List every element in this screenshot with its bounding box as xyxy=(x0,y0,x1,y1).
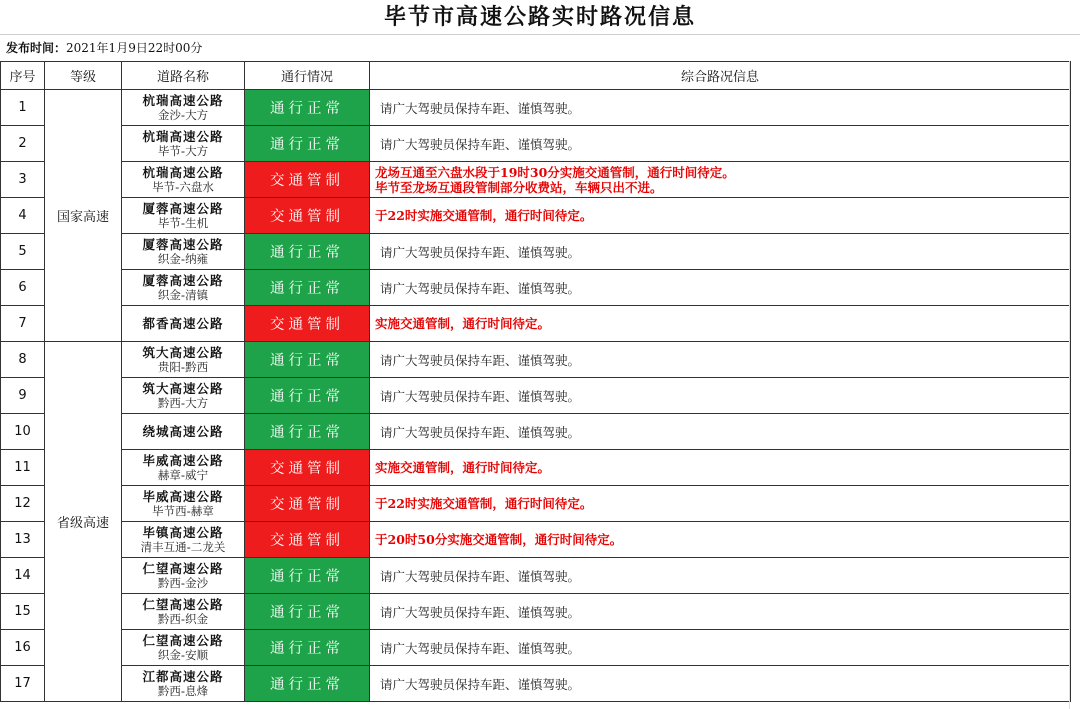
status-badge: 通行正常 xyxy=(245,90,370,126)
road-section: 清丰互通-二龙关 xyxy=(140,539,226,554)
road-cell xyxy=(122,342,245,378)
road-section: 毕节西-赫章 xyxy=(152,503,214,518)
table-row xyxy=(1,666,1071,702)
info-text: 请广大驾驶员保持车距、谨慎驾驶。 xyxy=(380,424,581,440)
road-cell xyxy=(122,486,245,522)
road-cell xyxy=(122,198,245,234)
road-cell xyxy=(122,234,245,270)
road-name: 杭瑞高速公路 xyxy=(142,164,224,180)
road-name: 绕城高速公路 xyxy=(142,424,224,439)
info-text: 请广大驾驶员保持车距、谨慎驾驶。 xyxy=(380,280,581,296)
road-section: 毕节-六盘水 xyxy=(152,179,214,194)
info-cell xyxy=(370,558,1071,594)
road-name: 毕威高速公路 xyxy=(142,452,224,468)
road-cell xyxy=(122,378,245,414)
table-body xyxy=(1,90,1071,702)
status-badge: 交通管制 xyxy=(245,450,370,486)
info-cell xyxy=(370,126,1071,162)
row-seq: 6 xyxy=(1,270,45,306)
info-text: 于20时50分实施交通管制，通行时间待定。 xyxy=(375,532,623,547)
info-text: 请广大驾驶员保持车距、谨慎驾驶。 xyxy=(380,676,581,692)
road-cell xyxy=(122,450,245,486)
road-section: 毕节-大方 xyxy=(157,143,209,158)
row-seq: 15 xyxy=(1,594,45,630)
info-cell xyxy=(370,666,1071,702)
status-badge: 通行正常 xyxy=(245,270,370,306)
row-seq: 4 xyxy=(1,198,45,234)
status-badge: 通行正常 xyxy=(245,558,370,594)
row-seq: 11 xyxy=(1,450,45,486)
table-row xyxy=(1,522,1071,558)
info-cell xyxy=(370,486,1071,522)
road-name: 杭瑞高速公路 xyxy=(142,128,224,144)
info-cell xyxy=(370,630,1071,666)
row-seq: 7 xyxy=(1,306,45,342)
table-row xyxy=(1,342,1071,378)
road-section: 赫章-威宁 xyxy=(157,467,209,482)
row-seq: 16 xyxy=(1,630,45,666)
road-name: 杭瑞高速公路 xyxy=(142,92,224,108)
info-text: 请广大驾驶员保持车距、谨慎驾驶。 xyxy=(380,136,581,152)
row-seq: 8 xyxy=(1,342,45,378)
status-badge: 交通管制 xyxy=(245,306,370,342)
road-name: 江都高速公路 xyxy=(142,668,224,684)
info-text: 请广大驾驶员保持车距、谨慎驾驶。 xyxy=(380,388,581,404)
table-row xyxy=(1,414,1071,450)
road-section: 织金-清镇 xyxy=(157,287,209,302)
level-cell: 省级高速 xyxy=(45,342,122,702)
road-cell xyxy=(122,306,245,342)
info-text: 请广大驾驶员保持车距、谨慎驾驶。 xyxy=(380,244,581,260)
row-seq: 17 xyxy=(1,666,45,702)
info-cell xyxy=(370,198,1071,234)
table-row xyxy=(1,306,1071,342)
road-cell xyxy=(122,522,245,558)
road-name: 毕威高速公路 xyxy=(142,488,224,504)
table-row xyxy=(1,126,1071,162)
info-cell xyxy=(370,234,1071,270)
info-text: 请广大驾驶员保持车距、谨慎驾驶。 xyxy=(380,100,581,116)
table-row xyxy=(1,198,1071,234)
table-row xyxy=(1,558,1071,594)
road-section: 黔西-息烽 xyxy=(157,683,209,698)
row-seq: 2 xyxy=(1,126,45,162)
info-text: 于22时实施交通管制，通行时间待定。 xyxy=(375,496,593,511)
info-cell xyxy=(370,378,1071,414)
table-row xyxy=(1,378,1071,414)
status-badge: 通行正常 xyxy=(245,630,370,666)
row-seq: 12 xyxy=(1,486,45,522)
info-text: 实施交通管制，通行时间待定。 xyxy=(375,316,551,331)
road-section: 金沙-大方 xyxy=(157,107,209,122)
status-badge: 交通管制 xyxy=(245,522,370,558)
row-seq: 14 xyxy=(1,558,45,594)
status-badge: 通行正常 xyxy=(245,414,370,450)
table-header-row xyxy=(1,62,1071,90)
road-name: 筑大高速公路 xyxy=(142,344,224,360)
road-cell xyxy=(122,594,245,630)
road-section: 黔西-大方 xyxy=(157,395,209,410)
road-name: 仁望高速公路 xyxy=(142,560,224,576)
status-badge: 通行正常 xyxy=(245,594,370,630)
row-seq: 10 xyxy=(1,414,45,450)
road-name: 毕镇高速公路 xyxy=(142,524,224,540)
table-row xyxy=(1,450,1071,486)
row-seq: 3 xyxy=(1,162,45,198)
table-row xyxy=(1,594,1071,630)
road-name: 厦蓉高速公路 xyxy=(142,236,224,252)
road-section: 织金-纳雍 xyxy=(157,251,209,266)
road-name: 都香高速公路 xyxy=(142,316,224,331)
status-badge: 交通管制 xyxy=(245,162,370,198)
road-section: 黔西-金沙 xyxy=(157,575,209,590)
info-cell xyxy=(370,162,1071,198)
table-row xyxy=(1,630,1071,666)
info-text: 毕节至龙场互通段管制部分收费站，车辆只出不进。 xyxy=(375,179,663,195)
table-row xyxy=(1,90,1071,126)
road-cell xyxy=(122,666,245,702)
status-badge: 通行正常 xyxy=(245,378,370,414)
status-badge: 通行正常 xyxy=(245,126,370,162)
road-name: 厦蓉高速公路 xyxy=(142,200,224,216)
row-seq: 1 xyxy=(1,90,45,126)
table-row xyxy=(1,486,1071,522)
info-cell xyxy=(370,306,1071,342)
info-cell xyxy=(370,90,1071,126)
info-text: 请广大驾驶员保持车距、谨慎驾驶。 xyxy=(380,604,581,620)
sheet-edge-divider xyxy=(1069,61,1080,709)
info-text: 龙场互通至六盘水段于19时30分实施交通管制，通行时间待定。 xyxy=(375,164,735,180)
info-text: 请广大驾驶员保持车距、谨慎驾驶。 xyxy=(380,352,581,368)
publish-time-value: 2021年1月9日22时00分 xyxy=(66,41,203,55)
header-seq: 序号 xyxy=(1,62,45,90)
road-cell xyxy=(122,414,245,450)
publish-time-label: 发布时间： xyxy=(6,41,67,55)
road-cell xyxy=(122,90,245,126)
table-row xyxy=(1,162,1071,198)
row-seq: 5 xyxy=(1,234,45,270)
road-name: 筑大高速公路 xyxy=(142,380,224,396)
info-cell xyxy=(370,270,1071,306)
road-cell xyxy=(122,558,245,594)
road-name: 仁望高速公路 xyxy=(142,596,224,612)
table-row xyxy=(1,234,1071,270)
info-text: 请广大驾驶员保持车距、谨慎驾驶。 xyxy=(380,568,581,584)
road-name: 厦蓉高速公路 xyxy=(142,272,224,288)
status-badge: 交通管制 xyxy=(245,486,370,522)
status-badge: 交通管制 xyxy=(245,198,370,234)
road-cell xyxy=(122,270,245,306)
status-badge: 通行正常 xyxy=(245,234,370,270)
info-text: 实施交通管制，通行时间待定。 xyxy=(375,460,551,475)
header-info: 综合路况信息 xyxy=(370,62,1071,90)
road-cell xyxy=(122,162,245,198)
level-cell: 国家高速 xyxy=(45,90,122,342)
info-cell xyxy=(370,522,1071,558)
status-badge: 通行正常 xyxy=(245,666,370,702)
row-seq: 13 xyxy=(1,522,45,558)
header-status: 通行情况 xyxy=(245,62,370,90)
road-section: 毕节-生机 xyxy=(157,215,209,230)
road-section: 织金-安顺 xyxy=(157,647,209,662)
status-badge: 通行正常 xyxy=(245,342,370,378)
road-cell xyxy=(122,630,245,666)
road-section: 贵阳-黔西 xyxy=(157,359,209,374)
header-level: 等级 xyxy=(45,62,122,90)
road-section: 黔西-织金 xyxy=(157,611,209,626)
publish-time xyxy=(6,38,202,58)
road-name: 仁望高速公路 xyxy=(142,632,224,648)
page-title: 毕节市高速公路实时路况信息 xyxy=(0,0,1080,35)
info-text: 于22时实施交通管制，通行时间待定。 xyxy=(375,208,593,223)
info-text: 请广大驾驶员保持车距、谨慎驾驶。 xyxy=(380,640,581,656)
road-cell xyxy=(122,126,245,162)
info-cell xyxy=(370,594,1071,630)
info-cell xyxy=(370,414,1071,450)
row-seq: 9 xyxy=(1,378,45,414)
info-cell xyxy=(370,450,1071,486)
road-status-table xyxy=(0,61,1071,702)
header-road: 道路名称 xyxy=(122,62,245,90)
info-cell xyxy=(370,342,1071,378)
table-row xyxy=(1,270,1071,306)
